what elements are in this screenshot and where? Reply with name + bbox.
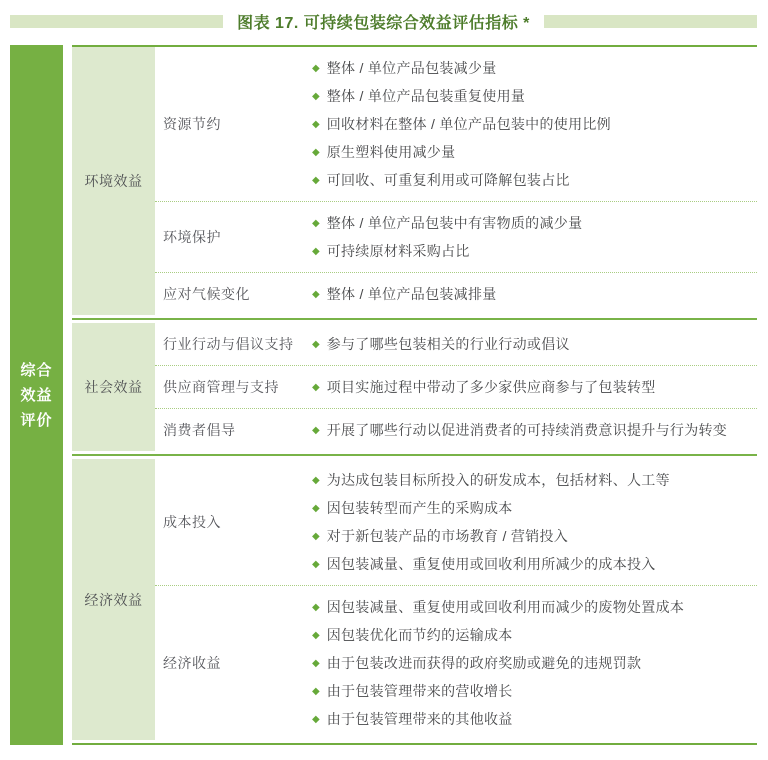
indicator-item — [312, 550, 757, 578]
row-supplier-management — [155, 366, 757, 408]
subcategory-label: 成本投入 — [163, 514, 221, 530]
diamond-bullet-icon: ◆ — [312, 118, 320, 130]
indicator-text: 可持续原材料采购占比 — [326, 243, 470, 259]
indicator-list — [312, 54, 757, 194]
diamond-bullet-icon: ◆ — [312, 288, 320, 300]
side-label-line-2: 效益 — [20, 386, 53, 404]
indicator-text: 项目实施过程中带动了多少家供应商参与了包装转型 — [326, 379, 656, 395]
indicator-item — [312, 705, 757, 733]
diamond-bullet-icon: ◆ — [312, 502, 320, 514]
title-left-bar — [10, 15, 223, 28]
row-environment-protection — [155, 202, 757, 272]
indicator-text: 为达成包装目标所投入的研发成本，包括材料、人工等 — [326, 472, 670, 488]
indicator-list — [312, 593, 757, 733]
diamond-bullet-icon: ◆ — [312, 338, 320, 350]
row-cost-input — [155, 459, 757, 585]
figure-title: 图表 17. 可持续包装综合效益评估指标 * — [237, 14, 530, 32]
subcategory-label: 行业行动与倡议支持 — [163, 336, 294, 352]
indicator-item — [312, 209, 757, 237]
indicator-item — [312, 82, 757, 110]
indicator-list — [312, 280, 757, 308]
indicator-text: 由于包装管理带来的其他收益 — [326, 711, 513, 727]
row-industry-action — [155, 323, 757, 365]
diamond-bullet-icon: ◆ — [312, 474, 320, 486]
row-resource-saving — [155, 47, 757, 201]
subcategory-label: 经济收益 — [163, 655, 221, 671]
row-climate-change — [155, 273, 757, 315]
indicator-text: 由于包装管理带来的营收增长 — [326, 683, 513, 699]
benefit-indicator-table — [10, 45, 757, 745]
diamond-bullet-icon: ◆ — [312, 174, 320, 186]
diamond-bullet-icon: ◆ — [312, 62, 320, 74]
indicator-item — [312, 280, 757, 308]
indicator-list — [312, 416, 757, 444]
indicator-item — [312, 649, 757, 677]
section-divider — [72, 454, 757, 456]
subcategory-label: 应对气候变化 — [163, 286, 250, 302]
category-cell-environment: 环境效益 — [72, 47, 155, 315]
diamond-bullet-icon: ◆ — [312, 530, 320, 542]
indicator-item — [312, 466, 757, 494]
section-economic-benefit — [72, 459, 757, 740]
figure-title-row — [10, 9, 757, 33]
side-label-line-3: 评价 — [20, 411, 53, 429]
subcategory-label: 环境保护 — [163, 229, 221, 245]
section-environmental-benefit — [72, 47, 757, 315]
indicator-item — [312, 416, 757, 444]
diamond-bullet-icon: ◆ — [312, 713, 320, 725]
indicator-text: 原生塑料使用减少量 — [326, 144, 456, 160]
indicator-text: 整体 / 单位产品包装中有害物质的减少量 — [326, 215, 583, 231]
indicator-text: 整体 / 单位产品包装减少量 — [326, 60, 497, 76]
indicator-text: 因包装优化而节约的运输成本 — [326, 627, 513, 643]
indicator-text: 参与了哪些包装相关的行业行动或倡议 — [326, 336, 570, 352]
row-economic-gain — [155, 586, 757, 740]
indicator-item — [312, 110, 757, 138]
diamond-bullet-icon: ◆ — [312, 217, 320, 229]
indicator-text: 整体 / 单位产品包装重复使用量 — [326, 88, 526, 104]
side-label-line-1: 综合 — [20, 361, 53, 379]
indicator-item — [312, 494, 757, 522]
diamond-bullet-icon: ◆ — [312, 629, 320, 641]
row-consumer-advocacy — [155, 409, 757, 451]
diamond-bullet-icon: ◆ — [312, 424, 320, 436]
indicator-item — [312, 373, 757, 401]
category-cell-social: 社会效益 — [72, 323, 155, 451]
category-cell-economic: 经济效益 — [72, 459, 155, 740]
diamond-bullet-icon: ◆ — [312, 657, 320, 669]
title-right-bar — [544, 15, 757, 28]
indicator-item — [312, 330, 757, 358]
diamond-bullet-icon: ◆ — [312, 90, 320, 102]
diamond-bullet-icon: ◆ — [312, 245, 320, 257]
indicator-item — [312, 593, 757, 621]
diamond-bullet-icon: ◆ — [312, 146, 320, 158]
diamond-bullet-icon: ◆ — [312, 558, 320, 570]
diamond-bullet-icon: ◆ — [312, 381, 320, 393]
subcategory-label: 资源节约 — [163, 116, 221, 132]
indicator-text: 因包装减量、重复使用或回收利用所减少的成本投入 — [326, 556, 656, 572]
diamond-bullet-icon: ◆ — [312, 685, 320, 697]
indicator-item — [312, 54, 757, 82]
indicator-text: 可回收、可重复利用或可降解包装占比 — [326, 172, 570, 188]
indicator-item — [312, 621, 757, 649]
indicator-text: 因包装转型而产生的采购成本 — [326, 500, 513, 516]
section-divider — [72, 318, 757, 320]
indicator-text: 对于新包装产品的市场教育 / 营销投入 — [326, 528, 569, 544]
indicator-item — [312, 166, 757, 194]
indicator-text: 整体 / 单位产品包装减排量 — [326, 286, 497, 302]
section-rows — [155, 323, 757, 451]
section-rows — [155, 47, 757, 315]
section-social-benefit — [72, 323, 757, 451]
indicator-item — [312, 522, 757, 550]
section-rows — [155, 459, 757, 740]
indicator-text: 因包装减量、重复使用或回收利用而减少的废物处置成本 — [326, 599, 685, 615]
table-main — [72, 45, 757, 745]
indicator-list — [312, 373, 757, 401]
indicator-list — [312, 209, 757, 265]
indicator-text: 由于包装改进而获得的政府奖励或避免的违规罚款 — [326, 655, 642, 671]
indicator-text: 开展了哪些行动以促进消费者的可持续消费意识提升与行为转变 — [326, 422, 728, 438]
diamond-bullet-icon: ◆ — [312, 601, 320, 613]
indicator-item — [312, 237, 757, 265]
overall-evaluation-bar — [10, 45, 63, 745]
subcategory-label: 消费者倡导 — [163, 422, 236, 438]
indicator-list — [312, 330, 757, 358]
indicator-item — [312, 138, 757, 166]
overall-evaluation-label — [20, 358, 52, 433]
indicator-list — [312, 466, 757, 578]
indicator-text: 回收材料在整体 / 单位产品包装中的使用比例 — [326, 116, 611, 132]
indicator-item — [312, 677, 757, 705]
subcategory-label: 供应商管理与支持 — [163, 379, 279, 395]
